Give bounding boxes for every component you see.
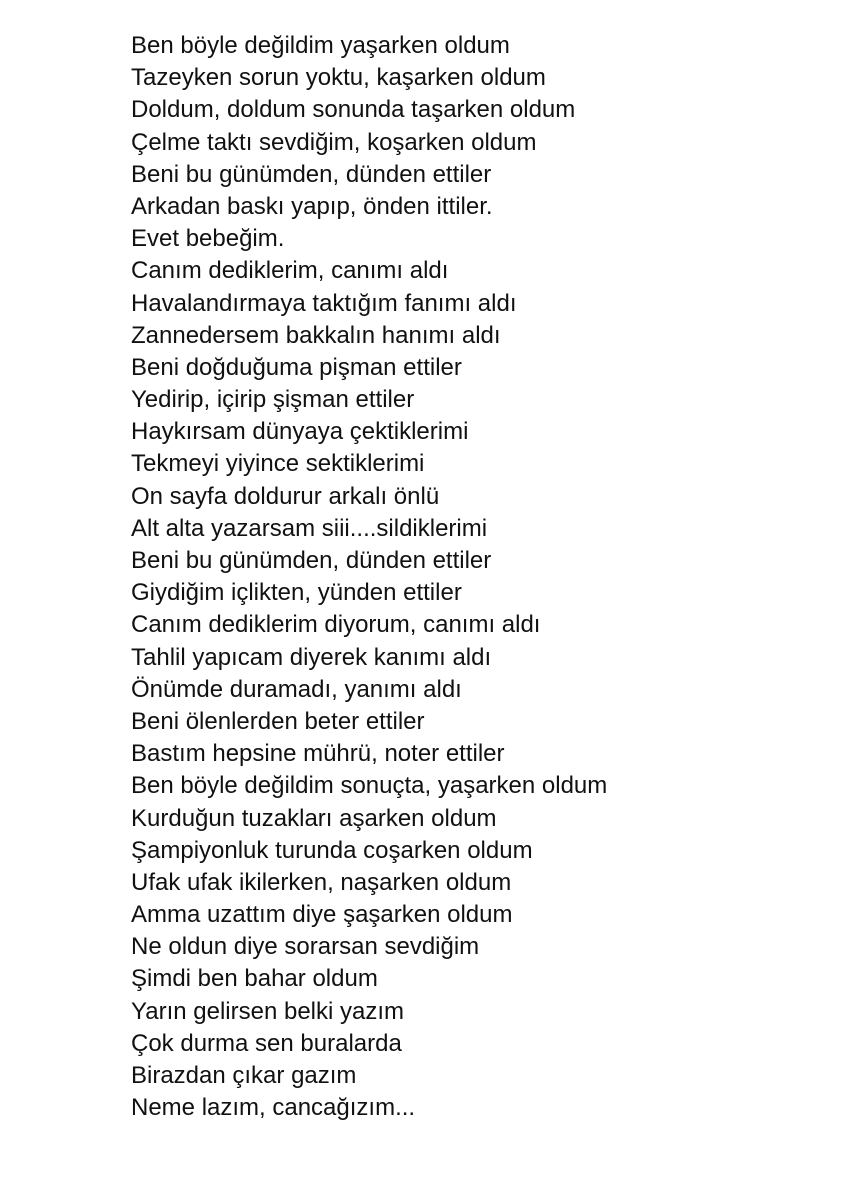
poem-line: Önümde duramadı, yanımı aldı (131, 675, 462, 703)
poem-line: Yedirip, içirip şişman ettiler (131, 386, 415, 414)
poem-line: Havalandırmaya taktığım fanımı aldı (131, 289, 517, 317)
poem-line: Ben böyle değildim sonuçta, yaşarken oldum (131, 772, 608, 800)
poem-line: Şampiyonluk turunda coşarken oldum (131, 836, 533, 864)
poem-line: Ben böyle değildim yaşarken oldum (131, 32, 510, 59)
poem-line: Beni doğduğuma pişman ettiler (131, 353, 462, 381)
poem-line: Evet bebeğim. (131, 225, 285, 253)
poem-line: Alt alta yazarsam siii....sildiklerimi (131, 514, 488, 542)
poem-line: Tekmeyi yiyince sektiklerimi (131, 450, 425, 478)
poem-line: Neme lazım, cancağızım... (131, 1094, 416, 1122)
poem-line: Beni ölenlerden beter ettiler (131, 707, 425, 735)
poem-line: Bastım hepsine mührü, noter ettiler (131, 740, 505, 768)
poem-line: Birazdan çıkar gazım (131, 1062, 357, 1089)
poem-line: Doldum, doldum sonunda taşarken oldum (131, 96, 576, 124)
poem-line: Kurduğun tuzakları aşarken oldum (131, 804, 497, 832)
poem-line: Tahlil yapıcam diyerek kanımı aldı (131, 643, 492, 671)
poem-line: Amma uzattım diye şaşarken oldum (131, 901, 513, 929)
poem-line: Şimdi ben bahar oldum (131, 965, 378, 993)
poem-text (131, 30, 607, 1124)
poem-line: Yarın gelirsen belki yazım (131, 997, 404, 1025)
poem-line: Canım dediklerim, canımı aldı (131, 257, 449, 285)
poem-line: Ne oldun diye sorarsan sevdiğim (131, 933, 480, 961)
poem-line: Çok durma sen buralarda (131, 1029, 402, 1057)
poem-line: Canım dediklerim diyorum, canımı aldı (131, 611, 541, 639)
poem-line: Zannedersem bakkalın hanımı aldı (131, 321, 501, 349)
poem-line: Çelme taktı sevdiğim, koşarken oldum (131, 128, 537, 156)
poem-line: Giydiğim içlikten, yünden ettiler (131, 579, 462, 607)
poem-line: Haykırsam dünyaya çektiklerimi (131, 418, 469, 446)
poem-line: Ufak ufak ikilerken, naşarken oldum (131, 868, 512, 896)
poem-line: Beni bu günümden, dünden ettiler (131, 160, 492, 188)
poem-line: Tazeyken sorun yoktu, kaşarken oldum (131, 64, 546, 92)
poem-line: Arkadan baskı yapıp, önden ittiler. (131, 192, 493, 220)
poem-line: Beni bu günümden, dünden ettiler (131, 547, 492, 574)
poem-line: On sayfa doldurur arkalı önlü (131, 482, 440, 510)
